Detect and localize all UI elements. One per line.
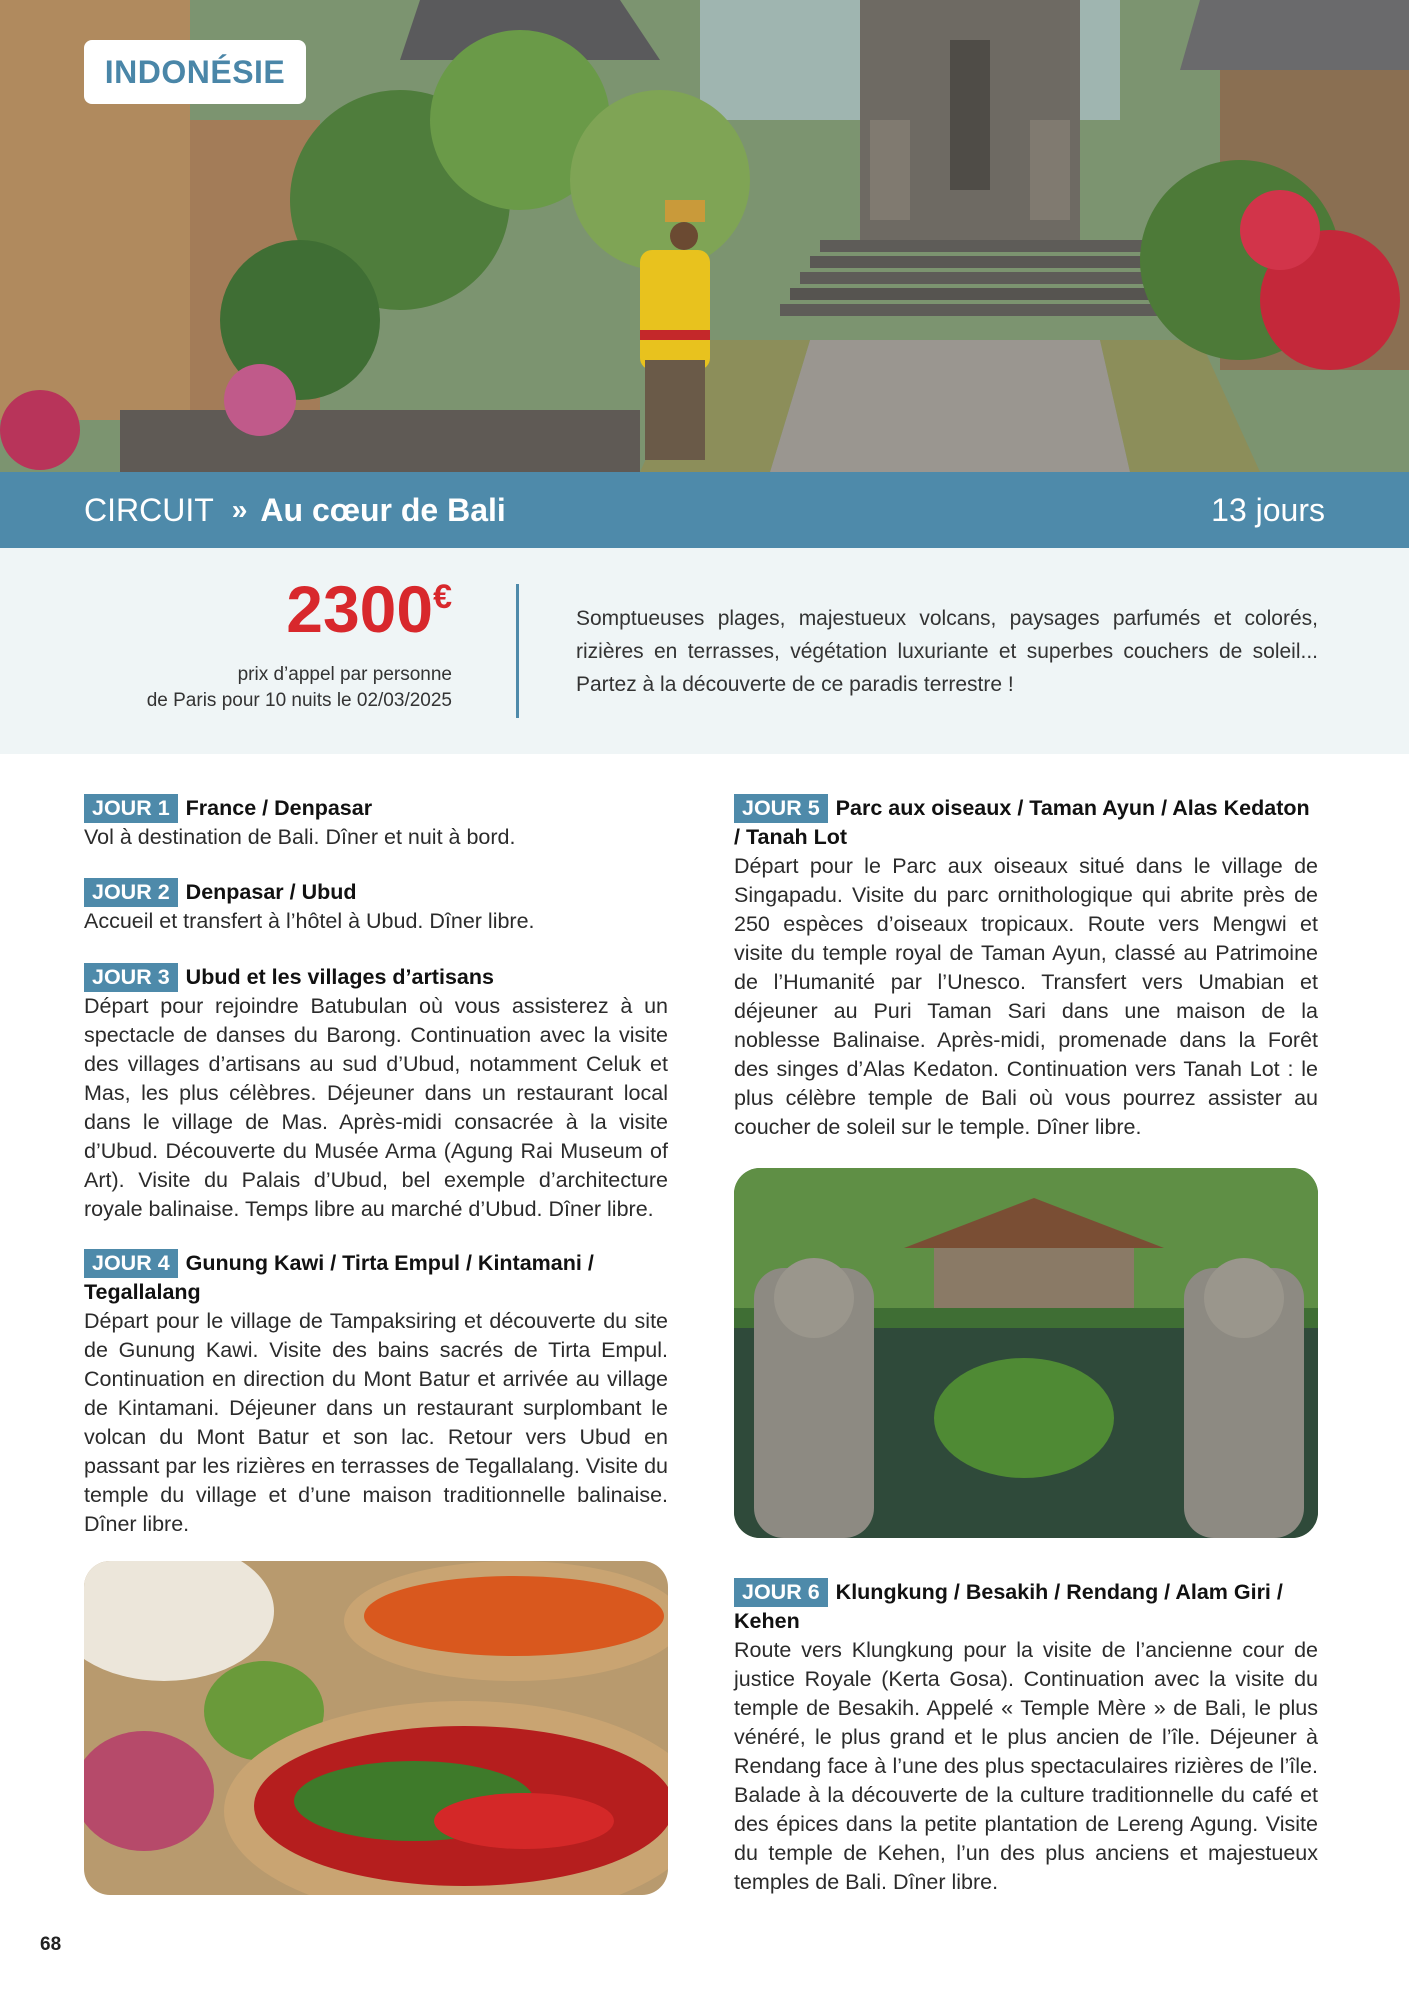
circuit-label: CIRCUIT xyxy=(84,491,214,528)
day-1 xyxy=(84,794,668,852)
day-5 xyxy=(734,794,1318,1142)
hero-photo-bali-village xyxy=(0,0,1409,472)
day-badge: JOUR 3 xyxy=(84,963,178,992)
price-currency: € xyxy=(433,578,452,616)
day-title: Denpasar / Ubud xyxy=(185,880,357,904)
chevron-right-icon: ›› xyxy=(231,494,245,525)
price-note-line2: de Paris pour 10 nuits le 02/03/2025 xyxy=(146,690,452,711)
day-title: Ubud et les villages d’artisans xyxy=(185,965,494,989)
day-2 xyxy=(84,878,668,936)
day-title: Parc aux oiseaux / Taman Ayun / Alas Kedaton / Tanah Lot xyxy=(734,796,1310,849)
photo-market-spices xyxy=(84,1561,668,1895)
temple-pond-illustration xyxy=(734,1168,1318,1538)
photo-temple-pond xyxy=(734,1168,1318,1538)
day-text: Accueil et transfert à l’hôtel à Ubud. Dîner libre. xyxy=(84,909,535,933)
day-badge: JOUR 2 xyxy=(84,878,178,907)
circuit-name: Au cœur de Bali xyxy=(260,491,506,528)
divider xyxy=(516,584,519,718)
price-value: 2300 xyxy=(286,572,434,646)
day-title: Gunung Kawi / Tirta Empul / Kintamani / Tegallalang xyxy=(84,1251,594,1304)
price-amount xyxy=(100,572,452,646)
price-note xyxy=(60,662,452,714)
intro-text: Somptueuses plages, majestueux volcans, paysages parfumés et colorés, rizières en terrasses, végétation luxuriante et superbes couchers de soleil... Partez à la découverte de ce paradis terrestre ! xyxy=(576,607,1318,696)
day-title: Klungkung / Besakih / Rendang / Alam Giri / Kehen xyxy=(734,1580,1283,1633)
day-text: Départ pour rejoindre Batubulan où vous assisterez à un spectacle de danses du Barong. Continuation avec la visite des villages d’artisans au sud d’Ubud, notamment Celuk et Mas, les plus célèbres. Déjeuner dans un restaurant local dans le village de Mas. Après-midi consacrée à la visite d’Ubud. Découverte du Musée Arma (Agung Rai Museum of Art). Visite du Palais d’Ubud, bel exemple d’architecture royale balinaise. Temps libre au marché d’Ubud. Dîner libre. xyxy=(84,994,668,1221)
day-badge: JOUR 5 xyxy=(734,794,828,823)
day-text: Départ pour le Parc aux oiseaux situé dans le village de Singapadu. Visite du parc ornithologique qui abrite près de 250 espèces d’oiseaux tropicaux. Route vers Mengwi et visite du temple royal de Taman Ayun, classé au Patrimoine de l’Humanité par l’Unesco. Transfert vers Umabian et déjeuner au Puri Taman Sari dans une maison de la noblesse Balinaise. Après-midi, promenade dans la Forêt des singes d’Alas Kedaton. Continuation vers Tanah Lot : le plus célèbre temple de Bali où vous pourrez assister au coucher de soleil sur le temple. Dîner libre. xyxy=(734,854,1318,1139)
day-4 xyxy=(84,1249,668,1539)
day-text: Départ pour le village de Tampaksiring et découverte du site de Gunung Kawi. Visite des bains sacrés de Tirta Empul. Continuation en direction du Mont Batur et arrivée au village de Kintamani. Déjeuner dans un restaurant surplombant le volcan du Mont Batur et son lac. Retour vers Ubud en passant par les rizières en terrasses de Tegallalang. Visite du temple du village et d’une maison traditionnelle balinaise. Dîner libre. xyxy=(84,1309,668,1536)
circuit-title-band xyxy=(0,472,1409,548)
day-text: Vol à destination de Bali. Dîner et nuit à bord. xyxy=(84,825,516,849)
market-illustration xyxy=(84,1561,668,1895)
page-number: 68 xyxy=(40,1934,62,1955)
day-badge: JOUR 4 xyxy=(84,1249,178,1278)
day-title: France / Denpasar xyxy=(185,796,373,820)
day-text: Route vers Klungkung pour la visite de l’ancienne cour de justice Royale (Kerta Gosa). Continuation avec la visite du temple de Besakih. Appelé « Temple Mère » de Bali, le plus vénéré, le plus grand et le plus ancien de l’île. Déjeuner à Rendang face à l’une des plus spectaculaires rizières de l’île. Balade à la découverte de la culture traditionnelle du café et des épices dans la petite plantation de Lereng Agung. Visite du temple de Kehen, l’un des plus anciens et majestueux temples de Bali. Dîner libre. xyxy=(734,1638,1318,1894)
day-badge: JOUR 1 xyxy=(84,794,178,823)
day-6 xyxy=(734,1578,1318,1897)
circuit-duration: 13 jours xyxy=(1211,491,1325,528)
day-3 xyxy=(84,963,668,1224)
day-badge: JOUR 6 xyxy=(734,1578,828,1607)
price-block xyxy=(0,548,1409,754)
country-tag: INDONÉSIE xyxy=(84,40,306,104)
price-note-line1: prix d’appel par personne xyxy=(237,664,452,685)
